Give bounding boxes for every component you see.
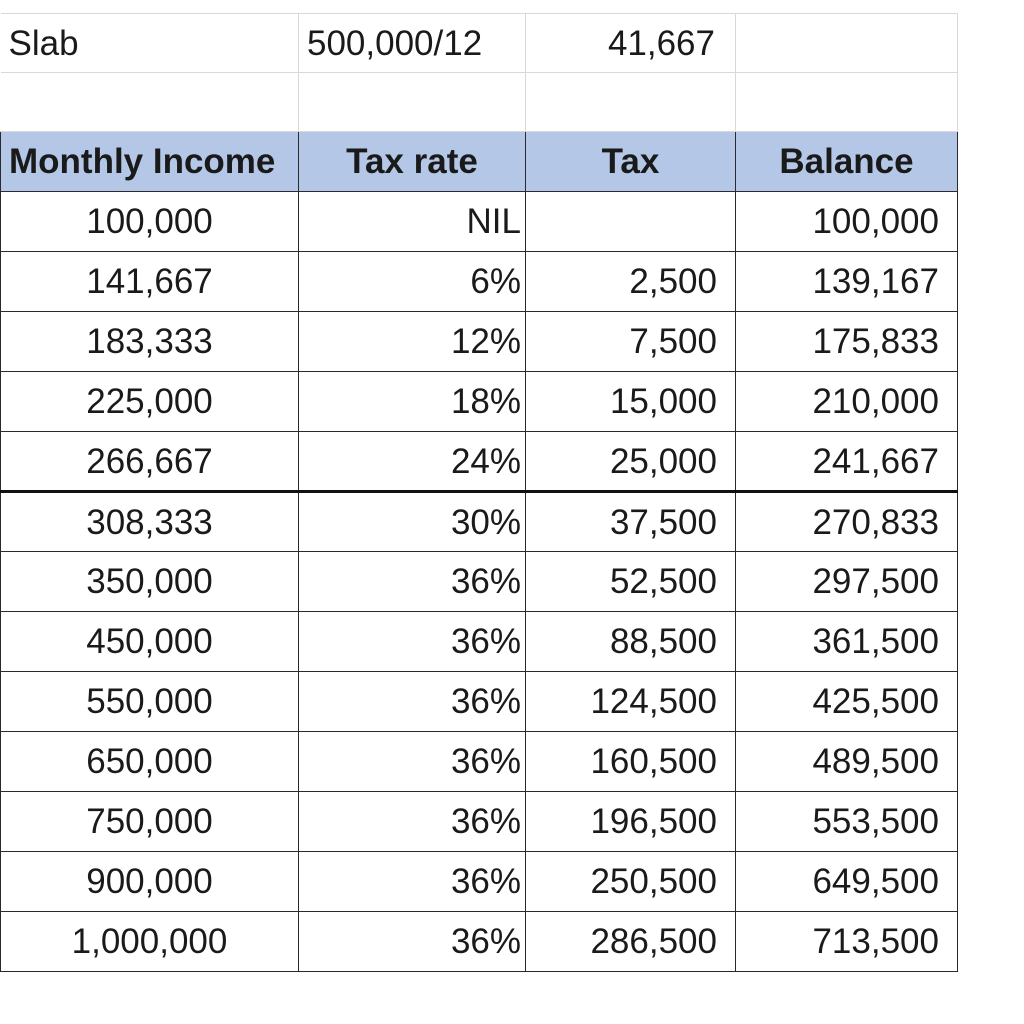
tax-cell[interactable]: 196,500 (526, 792, 736, 852)
empty-cell[interactable] (1, 73, 299, 132)
table-row (1, 492, 958, 552)
table-row (1, 552, 958, 612)
income-cell[interactable]: 266,667 (1, 432, 299, 492)
table-row (1, 312, 958, 372)
tax-cell[interactable]: 124,500 (526, 672, 736, 732)
table-row (1, 432, 958, 492)
tax-rate-cell[interactable]: 30% (299, 492, 526, 552)
slab-empty-cell[interactable] (736, 14, 958, 73)
balance-cell[interactable]: 361,500 (736, 612, 958, 672)
tax-rate-cell[interactable]: 36% (299, 672, 526, 732)
empty-cell[interactable] (299, 73, 526, 132)
table-row (1, 672, 958, 732)
tax-cell[interactable] (526, 192, 736, 252)
income-cell[interactable]: 183,333 (1, 312, 299, 372)
income-cell[interactable]: 750,000 (1, 792, 299, 852)
balance-cell[interactable]: 713,500 (736, 912, 958, 972)
empty-cell[interactable] (736, 73, 958, 132)
table-row (1, 612, 958, 672)
tax-rate-cell[interactable]: 36% (299, 732, 526, 792)
table-row (1, 732, 958, 792)
slab-row (1, 14, 958, 73)
income-cell[interactable]: 225,000 (1, 372, 299, 432)
header-row (1, 132, 958, 192)
tax-rate-cell[interactable]: 36% (299, 912, 526, 972)
income-cell[interactable]: 141,667 (1, 252, 299, 312)
tax-cell[interactable]: 250,500 (526, 852, 736, 912)
balance-cell[interactable]: 139,167 (736, 252, 958, 312)
income-cell[interactable]: 550,000 (1, 672, 299, 732)
empty-cell[interactable] (526, 73, 736, 132)
header-tax-rate[interactable]: Tax rate (299, 132, 526, 192)
tax-rate-cell[interactable]: NIL (299, 192, 526, 252)
header-balance[interactable]: Balance (736, 132, 958, 192)
tax-rate-cell[interactable]: 36% (299, 552, 526, 612)
tax-cell[interactable]: 37,500 (526, 492, 736, 552)
spreadsheet (0, 13, 1024, 1013)
table-row (1, 852, 958, 912)
slab-label-cell[interactable]: Slab (1, 14, 299, 73)
table-row (1, 252, 958, 312)
table-row (1, 192, 958, 252)
tax-table (0, 13, 958, 972)
blank-row (1, 73, 958, 132)
balance-cell[interactable]: 649,500 (736, 852, 958, 912)
table-row (1, 912, 958, 972)
header-monthly-income[interactable]: Monthly Income (1, 132, 299, 192)
table-row (1, 792, 958, 852)
tax-rate-cell[interactable]: 36% (299, 612, 526, 672)
balance-cell[interactable]: 297,500 (736, 552, 958, 612)
tax-cell[interactable]: 52,500 (526, 552, 736, 612)
tax-cell[interactable]: 286,500 (526, 912, 736, 972)
tax-cell[interactable]: 2,500 (526, 252, 736, 312)
income-cell[interactable]: 450,000 (1, 612, 299, 672)
tax-rate-cell[interactable]: 36% (299, 852, 526, 912)
income-cell[interactable]: 650,000 (1, 732, 299, 792)
header-tax[interactable]: Tax (526, 132, 736, 192)
income-cell[interactable]: 1,000,000 (1, 912, 299, 972)
income-cell[interactable]: 350,000 (1, 552, 299, 612)
tax-cell[interactable]: 25,000 (526, 432, 736, 492)
tax-cell[interactable]: 160,500 (526, 732, 736, 792)
tax-cell[interactable]: 88,500 (526, 612, 736, 672)
balance-cell[interactable]: 100,000 (736, 192, 958, 252)
tax-cell[interactable]: 7,500 (526, 312, 736, 372)
tax-rate-cell[interactable]: 6% (299, 252, 526, 312)
balance-cell[interactable]: 553,500 (736, 792, 958, 852)
income-cell[interactable]: 308,333 (1, 492, 299, 552)
balance-cell[interactable]: 489,500 (736, 732, 958, 792)
tax-cell[interactable]: 15,000 (526, 372, 736, 432)
tax-rate-cell[interactable]: 12% (299, 312, 526, 372)
income-cell[interactable]: 900,000 (1, 852, 299, 912)
tax-rate-cell[interactable]: 36% (299, 792, 526, 852)
balance-cell[interactable]: 241,667 (736, 432, 958, 492)
slab-value-cell[interactable]: 41,667 (526, 14, 736, 73)
slab-formula-cell[interactable]: 500,000/12 (299, 14, 526, 73)
balance-cell[interactable]: 270,833 (736, 492, 958, 552)
table-row (1, 372, 958, 432)
balance-cell[interactable]: 210,000 (736, 372, 958, 432)
balance-cell[interactable]: 175,833 (736, 312, 958, 372)
balance-cell[interactable]: 425,500 (736, 672, 958, 732)
income-cell[interactable]: 100,000 (1, 192, 299, 252)
tax-rate-cell[interactable]: 24% (299, 432, 526, 492)
tax-rate-cell[interactable]: 18% (299, 372, 526, 432)
